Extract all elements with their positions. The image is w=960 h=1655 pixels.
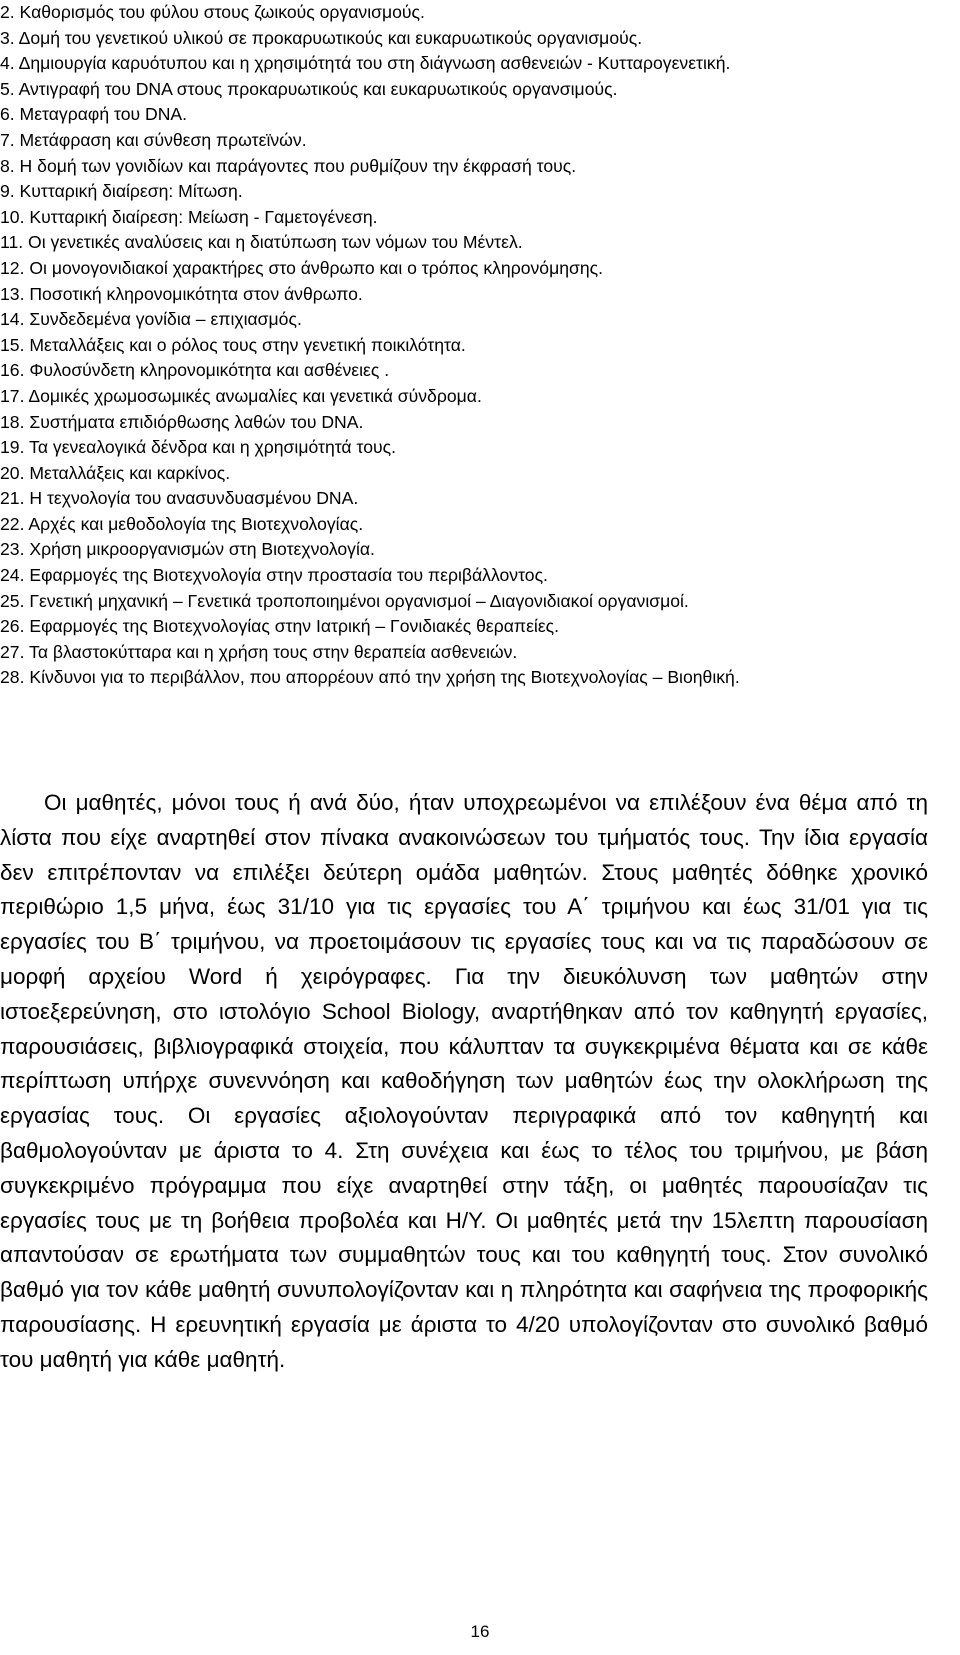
topic-item: 26. Εφαρμογές της Βιοτεχνολογίας στην Ιατρική – Γονιδιακές θεραπείες. bbox=[0, 616, 560, 637]
topic-item: 24. Εφαρμογές της Βιοτεχνολογία στην προστασία του περιβάλλοντος. bbox=[0, 565, 548, 586]
topic-item: 13. Ποσοτική κληρονομικότητα στον άνθρωπο. bbox=[0, 283, 363, 304]
topic-item: 6. Μεταγραφή του DNA. bbox=[0, 104, 188, 125]
topic-item: 8. Η δομή των γονιδίων και παράγοντες που ρυθμίζουν την έκφρασή τους. bbox=[0, 155, 577, 176]
topic-item: 14. Συνδεδεμένα γονίδια – επιχιασμός. bbox=[0, 309, 302, 330]
topic-list bbox=[0, 0, 930, 691]
topic-item: 2. Καθορισμός του φύλου στους ζωικούς οργανισμούς. bbox=[0, 2, 425, 22]
topic-item: 5. Αντιγραφή του DNA στους προκαρυωτικούς και ευκαρυωτικούς οργανσιμούς. bbox=[0, 78, 618, 99]
topic-item: 18. Συστήματα επιδιόρθωσης λαθών του DNA. bbox=[0, 411, 364, 432]
topic-item: 22. Αρχές και μεθοδολογία της Βιοτεχνολογίας. bbox=[0, 513, 364, 534]
topic-item: 10. Κυτταρική διαίρεση: Μείωση - Γαμετογένεση. bbox=[0, 206, 378, 227]
topic-item: 15. Μεταλλάξεις και ο ρόλος τους στην γενετική ποικιλότητα. bbox=[0, 334, 466, 355]
body-paragraph: Οι μαθητές, μόνοι τους ή ανά δύο, ήταν υποχρεωμένοι να επιλέξουν ένα θέμα από τη λίστα που είχε αναρτηθεί στον πίνακα ανακοινώσεων του τμήματός τους. Την ίδια εργασία δεν επιτρέπονταν να επιλέξει δεύτερη ομάδα μαθητών. Στους μαθητές δόθηκε χρονικό περιθώριο 1,5 μήνα, έως 31/10 για τις εργασίες του Α΄ τριμήνου και έως 31/01 για τις εργασίες του Β΄ τριμήνου, να προετοιμάσουν τις εργασίες τους και να τις παραδώσουν σε μορφή αρχείου Word ή χειρόγραφες. Για την διευκόλυνση των μαθητών στην ιστοεξερεύνηση, στο ιστολόγιο School Biology, αναρτήθηκαν από τον καθηγητή εργασίες, παρουσιάσεις, βιβλιογραφικά στοιχεία, που κάλυπταν τα συγκεκριμένα θέματα και σε κάθε περίπτωση υπήρχε συνεννόηση και καθοδήγηση των μαθητών έως την ολοκλήρωση της εργασίας τους. Οι εργασίες αξιολογούνταν περιγραφικά από τον καθηγητή και βαθμολογούνταν με άριστα το 4. Στη συνέχεια και έως το τέλος του τριμήνου, με βάση συγκεκριμένο πρόγραμμα που είχε αναρτηθεί στην τάξη, οι μαθητές παρουσίαζαν τις εργασίες τους με τη βοήθεια προβολέα και Η/Υ. Οι μαθητές μετά την 15λεπτη παρουσίαση απαντούσαν σε ερωτήματα των συμμαθητών τους και του καθηγητή τους. Στον συνολικό βαθμό για τον κάθε μαθητή συνυπολογίζονταν και η πληρότητα και σαφήνεια της προφορικής παρουσίασης. Η ερευνητική εργασία με άριστα το 4/20 υπολογίζονταν στο συνολικό βαθμό του μαθητή για κάθε μαθητή. bbox=[0, 790, 928, 1372]
topic-item: 9. Κυτταρική διαίρεση: Μίτωση. bbox=[0, 181, 243, 202]
topic-item: 23. Χρήση μικροοργανισμών στη Βιοτεχνολογία. bbox=[0, 539, 375, 560]
topic-item: 19. Τα γενεαλογικά δένδρα και η χρησιμότητά τους. bbox=[0, 437, 396, 458]
topic-item: 25. Γενετική μηχανική – Γενετικά τροποποιημένοι οργανισμοί – Διαγονιδιακοί οργανισμοί. bbox=[0, 590, 689, 611]
topic-item: 12. Οι μονογονιδιακοί χαρακτήρες στο άνθρωπο και ο τρόπος κληρονόμησης. bbox=[0, 257, 604, 278]
topic-item: 28. Κίνδυνοι για το περιβάλλον, που απορρέουν από την χρήση της Βιοτεχνολογίας – Βιοηθική. bbox=[0, 667, 740, 688]
page-number: 16 bbox=[470, 1622, 490, 1641]
topic-item: 16. Φυλοσύνδετη κληρονομικότητα και ασθένειες . bbox=[0, 360, 390, 381]
topic-item: 21. Η τεχνολογία του ανασυνδυασμένου DNA. bbox=[0, 488, 359, 509]
topic-item: 27. Τα βλαστοκύτταρα και η χρήση τους στην θεραπεία ασθενειών. bbox=[0, 641, 518, 662]
topic-item: 4. Δημιουργία καρυότυπου και η χρησιμότητά του στη διάγνωση ασθενειών - Κυτταρογενετική. bbox=[0, 53, 731, 74]
topic-item: 7. Μετάφραση και σύνθεση πρωτεϊνών. bbox=[0, 129, 307, 150]
topic-item: 11. Οι γενετικές αναλύσεις και η διατύπωση των νόμων του Μέντελ. bbox=[0, 232, 523, 253]
topic-item: 3. Δομή του γενετικού υλικού σε προκαρυωτικούς και ευκαρυωτικούς οργανισμούς. bbox=[0, 27, 643, 48]
topic-item: 17. Δομικές χρωμοσωμικές ανωμαλίες και γενετικά σύνδρομα. bbox=[0, 385, 482, 406]
topic-item: 20. Μεταλλάξεις και καρκίνος. bbox=[0, 462, 231, 483]
